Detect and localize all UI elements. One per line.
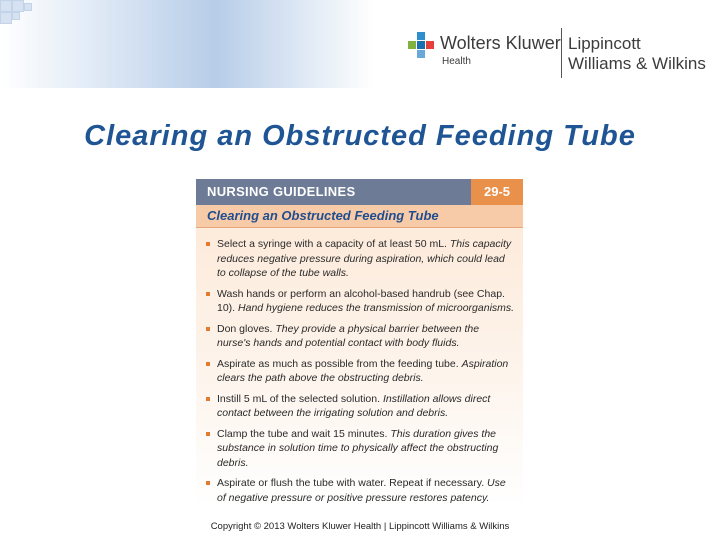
guideline-action: Aspirate or flush the tube with water. Repeat if necessary. (217, 477, 485, 489)
guideline-action: Aspirate as much as possible from the feeding tube. (217, 357, 459, 370)
guideline-action: Don gloves. (217, 322, 273, 335)
guideline-action: Select a syringe with a capacity of at least 50 mL. (217, 238, 447, 250)
bullet-marker (206, 327, 210, 331)
wolters-kluwer-logo-icon (408, 32, 434, 58)
brand-subtitle: Health (442, 56, 471, 67)
guideline-item (206, 476, 515, 505)
guidelines-number: 29-5 (471, 179, 523, 205)
guideline-item (206, 427, 515, 471)
guideline-item (206, 237, 515, 281)
guideline-rationale: They provide a physical barrier between the nurse's hands and potential contact with body fluids. (217, 322, 480, 349)
guideline-action: Wash hands or perform an alcohol-based handrub (see Chap. 10). (217, 287, 505, 314)
guideline-item (206, 392, 515, 421)
brand-name: Wolters Kluwer (440, 33, 561, 53)
bullet-marker (206, 432, 210, 436)
bullet-marker (206, 292, 210, 296)
guideline-action: Instill 5 mL of the selected solution. (217, 392, 381, 405)
guidelines-list (206, 237, 515, 511)
guideline-item (206, 322, 515, 351)
guideline-rationale: Aspiration clears the path above the obstructing debris. (217, 357, 509, 384)
partner-brand-line1: Lippincott (568, 34, 641, 53)
guideline-rationale: This duration gives the substance in solution time to physically affect the obstructing debris. (217, 427, 499, 469)
guideline-rationale: Hand hygiene reduces the transmission of microorganisms. (238, 302, 515, 314)
guideline-rationale: This capacity reduces negative pressure during aspiration, which could lead to collapse of the tube walls. (217, 238, 512, 279)
nursing-guidelines-box (196, 179, 523, 507)
guidelines-subtitle-bar (196, 205, 523, 228)
guideline-action: Clamp the tube and wait 15 minutes. (217, 427, 388, 440)
guidelines-subtitle: Clearing an Obstructed Feeding Tube (207, 208, 439, 223)
bullet-marker (206, 242, 210, 246)
guidelines-header-label: NURSING GUIDELINES (207, 184, 356, 199)
guidelines-header (196, 179, 523, 205)
slide-title: Clearing an Obstructed Feeding Tube (84, 120, 636, 152)
brand-divider (561, 28, 562, 78)
guideline-item (206, 357, 515, 386)
partner-brand (568, 34, 706, 74)
bullet-marker (206, 362, 210, 366)
copyright-footer: Copyright © 2013 Wolters Kluwer Health | Lippincott Williams & Wilkins (210, 521, 510, 532)
bullet-marker (206, 397, 210, 401)
guideline-rationale: Use of negative pressure or positive pressure restores patency. (217, 477, 506, 504)
bullet-marker (206, 481, 210, 485)
guideline-item (206, 287, 515, 316)
guideline-rationale: Instillation allows direct contact between the irrigating solution and debris. (217, 392, 491, 419)
partner-brand-line2: Williams & Wilkins (568, 54, 706, 73)
publisher-branding (408, 28, 720, 80)
